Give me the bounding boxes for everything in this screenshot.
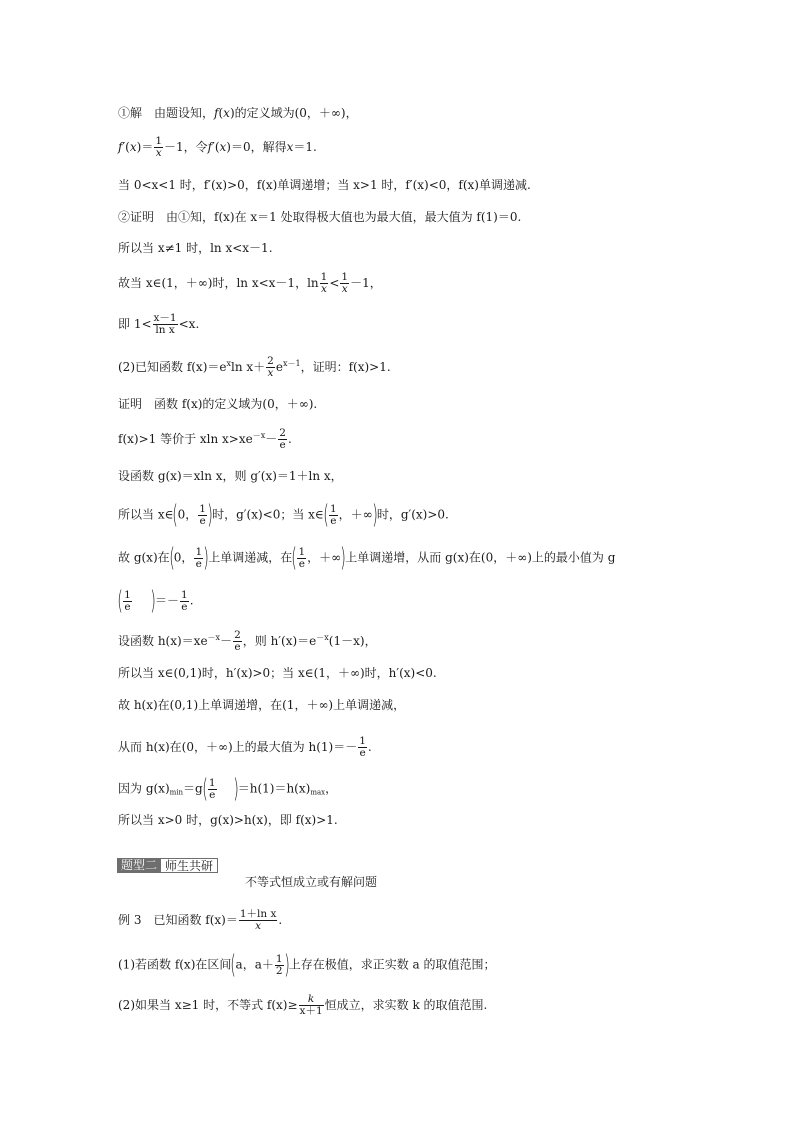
solution-line-2 bbox=[118, 136, 317, 159]
text: x bbox=[286, 140, 294, 154]
section-tag bbox=[117, 858, 218, 873]
fraction bbox=[297, 547, 306, 570]
numerator: 1 bbox=[199, 502, 206, 515]
fraction bbox=[320, 272, 329, 295]
denominator: x bbox=[155, 147, 162, 159]
fraction bbox=[194, 547, 203, 570]
fraction bbox=[358, 736, 367, 759]
text: ，＋∞ bbox=[307, 550, 342, 565]
denominator: e bbox=[234, 641, 241, 653]
denominator: x bbox=[267, 367, 274, 379]
text: ，则 h′(x)＝e bbox=[242, 634, 317, 648]
text: －1， bbox=[350, 276, 382, 290]
denominator: e bbox=[359, 747, 366, 759]
section-subtitle: 不等式恒成立或有解问题 bbox=[245, 875, 378, 889]
right-paren: ) bbox=[232, 774, 239, 804]
proof-line-20: 所以当 x>0 时，g(x)>h(x)，即 f(x)>1. bbox=[118, 813, 338, 827]
fraction bbox=[275, 954, 284, 977]
text: )＝ bbox=[136, 140, 154, 154]
text: x bbox=[223, 106, 230, 120]
solution-line-3: 当 0<x<1 时，f′(x)>0，f(x)单调递增；当 x>1 时，f′(x)<0，f(x)单调递减. bbox=[118, 178, 531, 192]
numerator: 1 bbox=[329, 502, 337, 515]
text: 因为 g(x) bbox=[118, 781, 170, 796]
numerator: 1 bbox=[298, 545, 306, 558]
fraction bbox=[208, 778, 217, 801]
fraction bbox=[154, 136, 163, 159]
denominator: e bbox=[199, 514, 206, 527]
denominator: x bbox=[255, 920, 262, 932]
left-paren: ( bbox=[291, 543, 298, 573]
superscript: －x bbox=[316, 633, 329, 642]
text: 0， bbox=[173, 550, 194, 565]
text: (1)若函数 f(x)在区间 bbox=[118, 957, 232, 972]
proof-line-19 bbox=[118, 776, 337, 802]
text: ′( bbox=[122, 140, 130, 154]
numerator: 1 bbox=[155, 135, 163, 147]
text: f bbox=[214, 106, 219, 120]
text: 设函数 h(x)＝xe bbox=[118, 634, 208, 648]
text: f bbox=[207, 140, 213, 154]
numerator: 1 bbox=[359, 735, 366, 747]
numerator: 1 bbox=[181, 588, 188, 601]
fraction bbox=[123, 590, 132, 613]
text: 恒成立，求实数 k 的取值范围. bbox=[324, 998, 488, 1012]
fraction bbox=[233, 630, 242, 653]
proof-line-11: 设函数 g(x)＝xln x，则 g′(x)＝1＋ln x， bbox=[118, 469, 343, 483]
text: <x. bbox=[178, 317, 200, 331]
text: (1－x)， bbox=[328, 634, 377, 648]
numerator: 1＋ln x bbox=[239, 908, 277, 920]
denominator: e bbox=[279, 439, 286, 451]
text: ( bbox=[218, 106, 224, 120]
left-paren: ( bbox=[172, 500, 179, 530]
numerator: 2 bbox=[279, 427, 286, 439]
left-paren: ( bbox=[202, 774, 208, 804]
right-paren: ) bbox=[207, 500, 213, 530]
denominator: x bbox=[341, 283, 348, 295]
fraction bbox=[329, 504, 338, 527]
denominator: e bbox=[181, 600, 188, 613]
text: ＝1. bbox=[293, 140, 317, 154]
denominator: e bbox=[195, 557, 202, 570]
text: ＝g bbox=[183, 781, 203, 796]
text: )的定义域为(0，＋∞)， bbox=[229, 106, 358, 120]
proof-line-10 bbox=[118, 428, 292, 451]
text: ， bbox=[325, 781, 338, 796]
text: a，a＋ bbox=[235, 957, 274, 972]
superscript: x－1 bbox=[282, 359, 301, 368]
denominator: ln x bbox=[155, 324, 175, 336]
section-tag-type: 师生共研 bbox=[161, 858, 218, 873]
text: f(x)>1 等价于 xln x>xe bbox=[118, 432, 253, 446]
proof-line-17: 故 h(x)在(0,1)上单调递增，在(1，＋∞)上单调递减， bbox=[118, 698, 406, 712]
numerator: x－1 bbox=[153, 312, 177, 324]
text: 时，g′(x)<0；当 x∈ bbox=[212, 507, 324, 522]
denominator: x bbox=[321, 283, 327, 295]
solution-line-1 bbox=[118, 106, 358, 120]
text: . bbox=[278, 913, 283, 927]
text: 时，g′(x)>0. bbox=[376, 507, 449, 522]
numerator: 1 bbox=[320, 271, 328, 283]
proof-line-7 bbox=[118, 313, 199, 336]
text: 从而 h(x)在(0，＋∞)上的最大值为 h(1)＝－ bbox=[118, 740, 358, 754]
text: 0， bbox=[177, 507, 198, 522]
text: 所以当 x∈ bbox=[118, 507, 174, 522]
text: ，证明：f(x)>1. bbox=[300, 360, 391, 374]
denominator: e bbox=[209, 788, 216, 801]
right-paren: ) bbox=[203, 543, 209, 573]
text: ，＋∞ bbox=[338, 507, 373, 522]
fraction bbox=[340, 272, 349, 295]
proof-line-6 bbox=[118, 272, 382, 295]
fraction bbox=[278, 428, 287, 451]
numerator: 1 bbox=[124, 588, 131, 601]
proof-line-9: 证明 函数 f(x)的定义域为(0，＋∞). bbox=[118, 397, 318, 411]
right-paren: ) bbox=[371, 500, 378, 530]
text: ln x＋ bbox=[231, 360, 266, 374]
right-paren: ) bbox=[150, 586, 156, 616]
text: ①解 由题设知， bbox=[118, 106, 215, 120]
numerator: 1 bbox=[341, 271, 349, 283]
proof-line-12 bbox=[118, 502, 449, 528]
numerator: 1 bbox=[208, 776, 216, 789]
numerator: 2 bbox=[234, 629, 241, 641]
text: ＝－ bbox=[155, 593, 180, 608]
text: 上单调递增，从而 g(x)在(0，＋∞)上的最小值为 g bbox=[345, 550, 616, 565]
superscript: －x bbox=[207, 633, 221, 642]
proof-line-5: 所以当 x≠1 时，ln x<x－1. bbox=[118, 241, 273, 255]
superscript: x bbox=[226, 359, 232, 368]
left-paren: ( bbox=[323, 500, 329, 530]
numerator: 1 bbox=[275, 952, 283, 965]
subscript: min bbox=[169, 788, 184, 797]
text: (2)已知函数 f(x)＝e bbox=[118, 360, 227, 374]
denominator: e bbox=[124, 600, 131, 613]
text: (2)如果当 x≥1 时，不等式 f(x)≥ bbox=[118, 998, 298, 1012]
example-3-part-1 bbox=[118, 952, 496, 978]
text: x bbox=[129, 140, 137, 154]
left-paren: ( bbox=[117, 586, 123, 616]
text: )＝0，解得 bbox=[226, 140, 287, 154]
numerator: 2 bbox=[267, 355, 274, 367]
fraction bbox=[299, 994, 324, 1017]
text: . bbox=[189, 593, 194, 608]
example-3-part-2 bbox=[118, 994, 487, 1017]
subscript: max bbox=[310, 788, 326, 797]
proof-line-18 bbox=[118, 736, 372, 759]
text: ＝h(1)＝h(x) bbox=[237, 781, 311, 796]
fraction bbox=[153, 313, 178, 336]
text: 故 g(x)在 bbox=[118, 550, 170, 565]
numerator: k bbox=[299, 994, 324, 1006]
left-paren: ( bbox=[230, 950, 237, 980]
denominator: x＋1 bbox=[299, 1005, 323, 1017]
proof-line-13 bbox=[118, 545, 615, 571]
denominator: 2 bbox=[275, 964, 283, 977]
text: x bbox=[219, 140, 227, 154]
fraction bbox=[180, 590, 189, 613]
fraction bbox=[198, 504, 207, 527]
example-3-statement bbox=[118, 909, 282, 932]
text: － bbox=[265, 432, 278, 446]
proof-line-4: ②证明 由①知，f(x)在 x＝1 处取得极大值也为最大值，最大值为 f(1)＝0. bbox=[118, 210, 522, 224]
proof-line-16: 所以当 x∈(0,1)时，h′(x)>0；当 x∈(1，＋∞)时，h′(x)<0. bbox=[118, 666, 437, 680]
text: －1，令 bbox=[164, 140, 208, 154]
text: f bbox=[118, 140, 123, 154]
text: － bbox=[220, 634, 233, 648]
text: 故当 x∈(1，＋∞)时，ln x<x－1，ln bbox=[118, 276, 319, 290]
numerator: 1 bbox=[195, 545, 203, 558]
right-paren: ) bbox=[283, 950, 290, 980]
text: e bbox=[275, 360, 283, 374]
proof-line-14 bbox=[118, 588, 194, 614]
text: 上单调递减，在 bbox=[208, 550, 293, 565]
superscript: －x bbox=[252, 431, 266, 440]
left-paren: ( bbox=[168, 543, 175, 573]
text: 上存在极值，求正实数 a 的取值范围； bbox=[288, 957, 496, 972]
text: ′( bbox=[212, 140, 220, 154]
proof-line-15 bbox=[118, 630, 377, 653]
denominator: e bbox=[330, 514, 337, 527]
section-tag-label: 题型二 bbox=[117, 858, 161, 873]
text: < bbox=[329, 276, 340, 290]
text: 即 1< bbox=[118, 317, 152, 331]
fraction bbox=[266, 356, 275, 379]
right-paren: ) bbox=[340, 543, 347, 573]
denominator: e bbox=[298, 557, 305, 570]
text: . bbox=[367, 740, 372, 754]
text: 例 3 已知函数 f(x)＝ bbox=[118, 913, 238, 927]
problem-2-statement bbox=[118, 356, 391, 379]
fraction bbox=[239, 909, 278, 932]
text: . bbox=[287, 432, 292, 446]
